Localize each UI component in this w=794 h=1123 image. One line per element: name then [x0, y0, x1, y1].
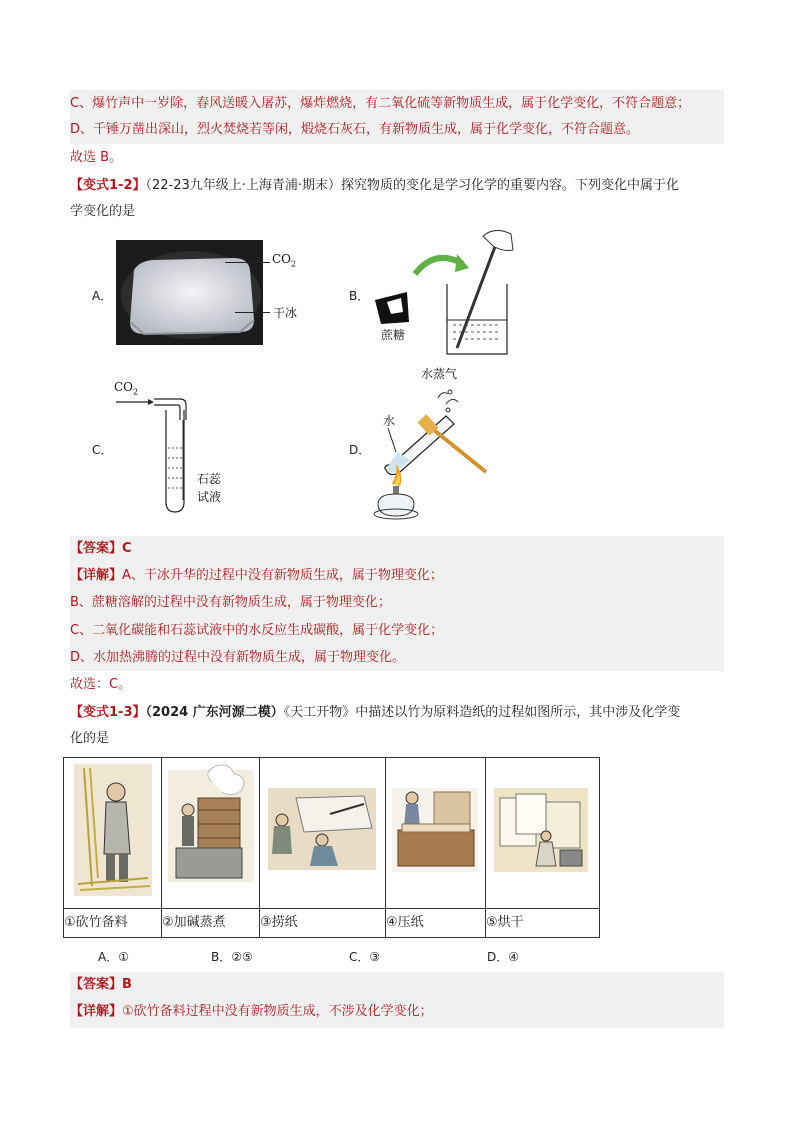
q12-stem-1: 探究物质的变化是学习化学的重要内容。下列变化中属于化	[341, 178, 680, 193]
steam-label: 水蒸气	[421, 367, 458, 381]
q12-stem-line-1	[70, 173, 724, 199]
q12-answer-line	[70, 536, 724, 562]
q12-option-c-label: C．	[92, 443, 113, 457]
papermaking-table	[63, 757, 600, 938]
step-3-illustration-cell	[260, 758, 386, 909]
dry-ice-label: 干冰	[273, 306, 298, 320]
step-4-illustration-cell	[386, 758, 486, 909]
q12-explain-d: D、水加热沸腾的过程中没有新物质生成，属于物理变化。	[70, 650, 406, 665]
q13-answer-line	[70, 972, 724, 998]
cutting-bamboo-illustration	[64, 758, 161, 908]
q12-option-d-label: D．	[349, 443, 371, 457]
q13-explain-1: ①砍竹备料过程中没有新物质生成，不涉及化学变化；	[122, 1004, 433, 1019]
prev-option-c-explain: C、爆竹声中一岁除，春风送暖入屠苏，爆炸燃烧，有二氧化硫等新物质生成，属于化学变化，不符合题意；	[70, 96, 691, 111]
q13-tag: 【变式1-3】	[70, 705, 146, 720]
q13-explain-tag: 【详解】	[70, 1004, 123, 1019]
q13-choice-d: D．④	[487, 950, 519, 964]
dry-ice-photo	[116, 240, 263, 345]
q13-choice-b: B．②⑤	[211, 950, 253, 964]
q13-choice-a: A．①	[98, 950, 129, 964]
alkali-boiling-illustration	[162, 758, 259, 908]
q13-explain-line-1	[70, 999, 724, 1025]
q12-option-b-label: B．	[349, 289, 370, 303]
q12-stem-line-2: 学变化的是	[70, 204, 136, 219]
water-label: 水	[383, 414, 396, 428]
q12-source: （22-23九年级上·上海青浦·期末）	[145, 178, 342, 193]
prev-choose-line: 故选 B。	[70, 150, 123, 165]
q12-answer-tag: 【答案】	[70, 541, 123, 556]
q12-explain-tag: 【详解】	[70, 568, 123, 583]
litmus-test-tube-figure	[112, 390, 192, 515]
dry-ice-pointer	[235, 312, 270, 313]
heating-water-figure	[368, 380, 493, 530]
q12-explain-c: C、二氧化碳能和石蕊试液中的水反应生成碳酸，属于化学变化；	[70, 623, 444, 638]
co2-pointer	[225, 262, 270, 263]
q13-answer-tag: 【答案】	[70, 977, 123, 992]
litmus-label-1: 石蕊	[197, 472, 222, 486]
step-3-label: ③捞纸	[260, 909, 386, 938]
drying-paper-illustration	[486, 758, 599, 908]
q13-stem-line-2: 化的是	[70, 731, 110, 746]
q13-stem-line-1	[70, 700, 724, 726]
litmus-label-2: 试液	[197, 490, 222, 504]
q12-tag: 【变式1-2】	[70, 178, 146, 193]
q13-choice-c: C．③	[349, 950, 381, 964]
step-2-label: ②加碱蒸煮	[162, 909, 260, 938]
co2-inlet-label: $CO_2$	[114, 380, 139, 397]
pressing-paper-illustration	[386, 758, 485, 908]
q12-explain-a: A、干冰升华的过程中没有新物质生成，属于物理变化；	[122, 568, 443, 583]
step-1-illustration-cell	[64, 758, 162, 909]
step-5-label: ⑤烘干	[486, 909, 600, 938]
q13-stem-1: 《天工开物》中描述以竹为原料造纸的过程如图所示，其中涉及化学变	[283, 705, 681, 720]
q12-explain-b: B、蔗糖溶解的过程中没有新物质生成，属于物理变化；	[70, 595, 391, 610]
step-5-illustration-cell	[486, 758, 600, 909]
step-1-label: ①砍竹备料	[64, 909, 162, 938]
q13-answer-value: B	[122, 977, 132, 992]
q12-choose-line: 故选：C。	[70, 677, 132, 692]
scooping-paper-illustration	[260, 758, 385, 908]
q12-explain-line-a	[70, 563, 724, 589]
q13-source: （2024 广东河源二模）	[145, 705, 284, 720]
q12-option-a-label: A．	[92, 289, 113, 303]
co2-label: $CO_2$	[272, 252, 297, 269]
step-2-illustration-cell	[162, 758, 260, 909]
q12-answer-value: C	[122, 541, 132, 556]
sugar-label: 蔗糖	[381, 328, 406, 342]
prev-option-d-explain: D、千锤万凿出深山，烈火焚烧若等闲，煅烧石灰石，有新物质生成，属于化学变化，不符合题意。	[70, 122, 640, 137]
step-4-label: ④压纸	[386, 909, 486, 938]
